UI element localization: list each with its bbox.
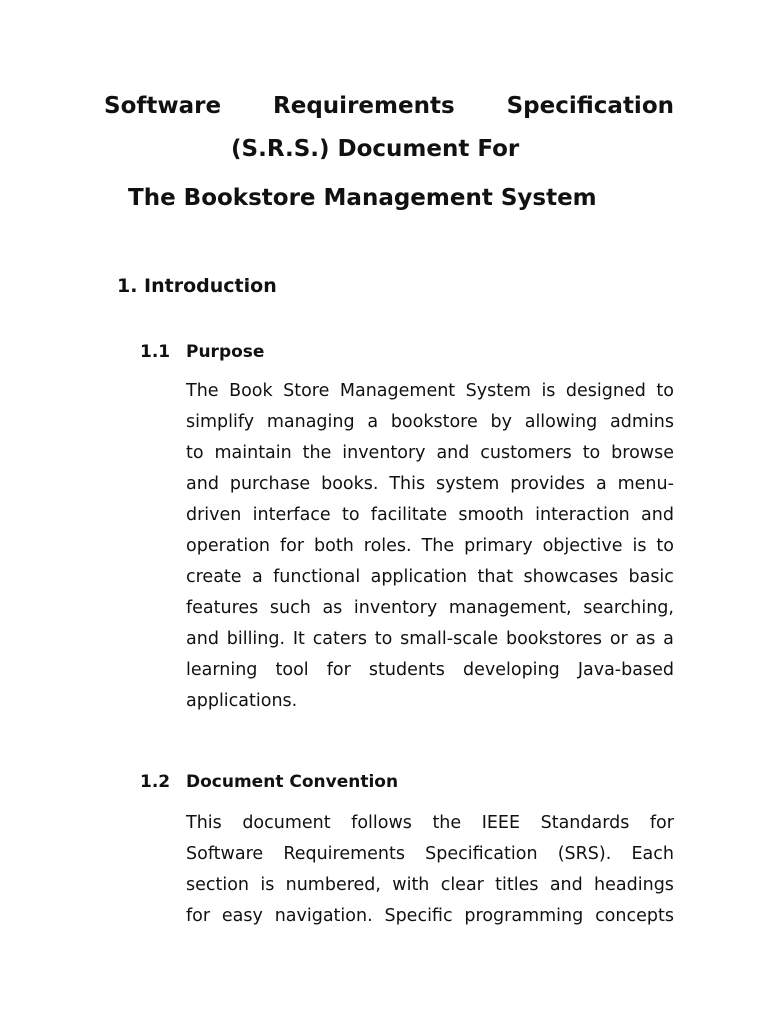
paragraph-word: titles — [495, 875, 539, 895]
paragraph-word: a — [595, 474, 607, 494]
purpose-paragraph — [186, 376, 674, 717]
paragraph-word: objective — [542, 536, 623, 556]
paragraph-word: easy — [221, 906, 263, 926]
paragraph-word: functional — [273, 567, 361, 587]
paragraph-word: small-scale — [400, 629, 499, 649]
paragraph-word: caters — [312, 629, 367, 649]
paragraph-word: and — [186, 474, 219, 494]
paragraph-line — [186, 593, 674, 624]
paragraph-word: management, — [448, 598, 572, 618]
paragraph-line — [186, 624, 674, 655]
paragraph-word: The — [421, 536, 455, 556]
paragraph-word: smooth — [458, 505, 524, 525]
paragraph-line — [186, 438, 674, 469]
paragraph-word: Specific — [384, 906, 453, 926]
paragraph-word: and — [641, 505, 674, 525]
paragraph-word: to — [656, 381, 674, 401]
title-word: Software — [104, 93, 222, 119]
paragraph-word: create — [186, 567, 242, 587]
paragraph-word: Standards — [540, 813, 630, 833]
paragraph-word: learning — [186, 660, 258, 680]
paragraph-word: purchase — [229, 474, 311, 494]
paragraph-line — [186, 839, 674, 870]
subsection-title: Document Convention — [186, 772, 399, 792]
paragraph-word: is — [541, 381, 556, 401]
paragraph-word: with — [392, 875, 430, 895]
paragraph-word: managing — [266, 412, 355, 432]
paragraph-word: to — [582, 443, 601, 463]
subsection-heading-purpose — [140, 339, 264, 365]
paragraph-word: provides — [510, 474, 586, 494]
paragraph-word: Store — [283, 381, 330, 401]
paragraph-word: Book — [229, 381, 273, 401]
paragraph-line: applications. — [186, 691, 298, 711]
paragraph-word: follows — [351, 813, 412, 833]
document-title-line-2: (S.R.S.) Document For — [231, 136, 520, 162]
paragraph-line — [186, 870, 674, 901]
paragraph-word: as — [635, 629, 656, 649]
paragraph-line — [186, 562, 674, 593]
paragraph-line — [186, 531, 674, 562]
paragraph-word: interaction — [535, 505, 630, 525]
paragraph-word: is — [260, 875, 275, 895]
paragraph-word: that — [477, 567, 514, 587]
paragraph-word: a — [663, 629, 674, 649]
paragraph-word: The — [186, 381, 219, 401]
paragraph-line — [186, 500, 674, 531]
paragraph-word: the — [432, 813, 462, 833]
paragraph-word: features — [186, 598, 259, 618]
paragraph-word: inventory — [353, 598, 438, 618]
paragraph-word: Software — [186, 844, 264, 864]
paragraph-word: document — [242, 813, 331, 833]
paragraph-word: both — [314, 536, 354, 556]
paragraph-word: to — [341, 505, 360, 525]
subsection-title: Purpose — [186, 342, 265, 362]
paragraph-line — [186, 901, 674, 932]
paragraph-word: concepts — [595, 906, 674, 926]
paragraph-word: the — [302, 443, 332, 463]
paragraph-word: a — [251, 567, 263, 587]
paragraph-word: for — [326, 660, 351, 680]
paragraph-word: and — [186, 629, 219, 649]
paragraph-word: to — [374, 629, 393, 649]
paragraph-word: simplify — [186, 412, 255, 432]
paragraph-word: navigation. — [274, 906, 373, 926]
paragraph-word: programming — [464, 906, 584, 926]
paragraph-word: as — [322, 598, 343, 618]
paragraph-word: Management — [339, 381, 456, 401]
paragraph-word: or — [609, 629, 628, 649]
paragraph-word: System — [465, 381, 531, 401]
paragraph-word: developing — [463, 660, 560, 680]
subsection-heading-document-convention — [140, 769, 398, 795]
paragraph-line — [186, 376, 674, 407]
paragraph-word: tool — [275, 660, 309, 680]
paragraph-word: designed — [565, 381, 646, 401]
paragraph-word: students — [368, 660, 445, 680]
paragraph-word: application — [370, 567, 468, 587]
paragraph-word: bookstores — [505, 629, 603, 649]
paragraph-word: admins — [610, 412, 674, 432]
paragraph-word: a — [367, 412, 379, 432]
paragraph-word: customers — [480, 443, 572, 463]
paragraph-word: bookstore — [390, 412, 478, 432]
paragraph-word: interface — [252, 505, 331, 525]
paragraph-line — [186, 469, 674, 500]
paragraph-word: showcases — [523, 567, 619, 587]
title-word: Specification — [506, 93, 674, 119]
paragraph-line — [186, 655, 674, 686]
paragraph-word: numbered, — [285, 875, 381, 895]
paragraph-word: billing. — [226, 629, 286, 649]
paragraph-word: roles. — [363, 536, 412, 556]
paragraph-word: menu- — [617, 474, 674, 494]
paragraph-word: headings — [594, 875, 674, 895]
paragraph-word: for — [280, 536, 305, 556]
subsection-number: 1.1 — [140, 342, 171, 362]
paragraph-word: This — [186, 813, 222, 833]
paragraph-word: is — [632, 536, 647, 556]
title-word: Requirements — [273, 93, 455, 119]
paragraph-word: books. — [321, 474, 379, 494]
paragraph-word: operation — [186, 536, 271, 556]
paragraph-word: system — [436, 474, 500, 494]
paragraph-word: by — [490, 412, 512, 432]
paragraph-line — [186, 808, 674, 839]
paragraph-word: to — [656, 536, 674, 556]
paragraph-word: inventory — [342, 443, 426, 463]
paragraph-word: searching, — [583, 598, 674, 618]
section-heading-introduction: 1. Introduction — [117, 275, 277, 297]
paragraph-word: primary — [464, 536, 533, 556]
paragraph-word: and — [436, 443, 470, 463]
paragraph-line — [186, 407, 674, 438]
document-title-line-1 — [104, 90, 674, 122]
paragraph-word: Requirements — [283, 844, 405, 864]
paragraph-word: clear — [440, 875, 484, 895]
paragraph-word: Each — [631, 844, 674, 864]
paragraph-word: Java-based — [577, 660, 674, 680]
paragraph-word: maintain — [214, 443, 292, 463]
paragraph-word: for — [649, 813, 674, 833]
paragraph-word: for — [186, 906, 211, 926]
paragraph-word: section — [186, 875, 250, 895]
paragraph-word: to — [186, 443, 204, 463]
subsection-number: 1.2 — [140, 772, 171, 792]
paragraph-word: (SRS). — [557, 844, 612, 864]
paragraph-word: This — [389, 474, 426, 494]
document-convention-paragraph — [186, 808, 674, 932]
paragraph-word: and — [549, 875, 583, 895]
paragraph-word: basic — [628, 567, 674, 587]
paragraph-word: facilitate — [370, 505, 448, 525]
paragraph-word: It — [292, 629, 305, 649]
document-title-line-3: The Bookstore Management System — [128, 185, 597, 211]
paragraph-word: Specification — [425, 844, 538, 864]
paragraph-word: browse — [611, 443, 674, 463]
paragraph-word: driven — [186, 505, 242, 525]
paragraph-word: such — [269, 598, 311, 618]
paragraph-word: allowing — [524, 412, 598, 432]
paragraph-word: IEEE — [481, 813, 521, 833]
